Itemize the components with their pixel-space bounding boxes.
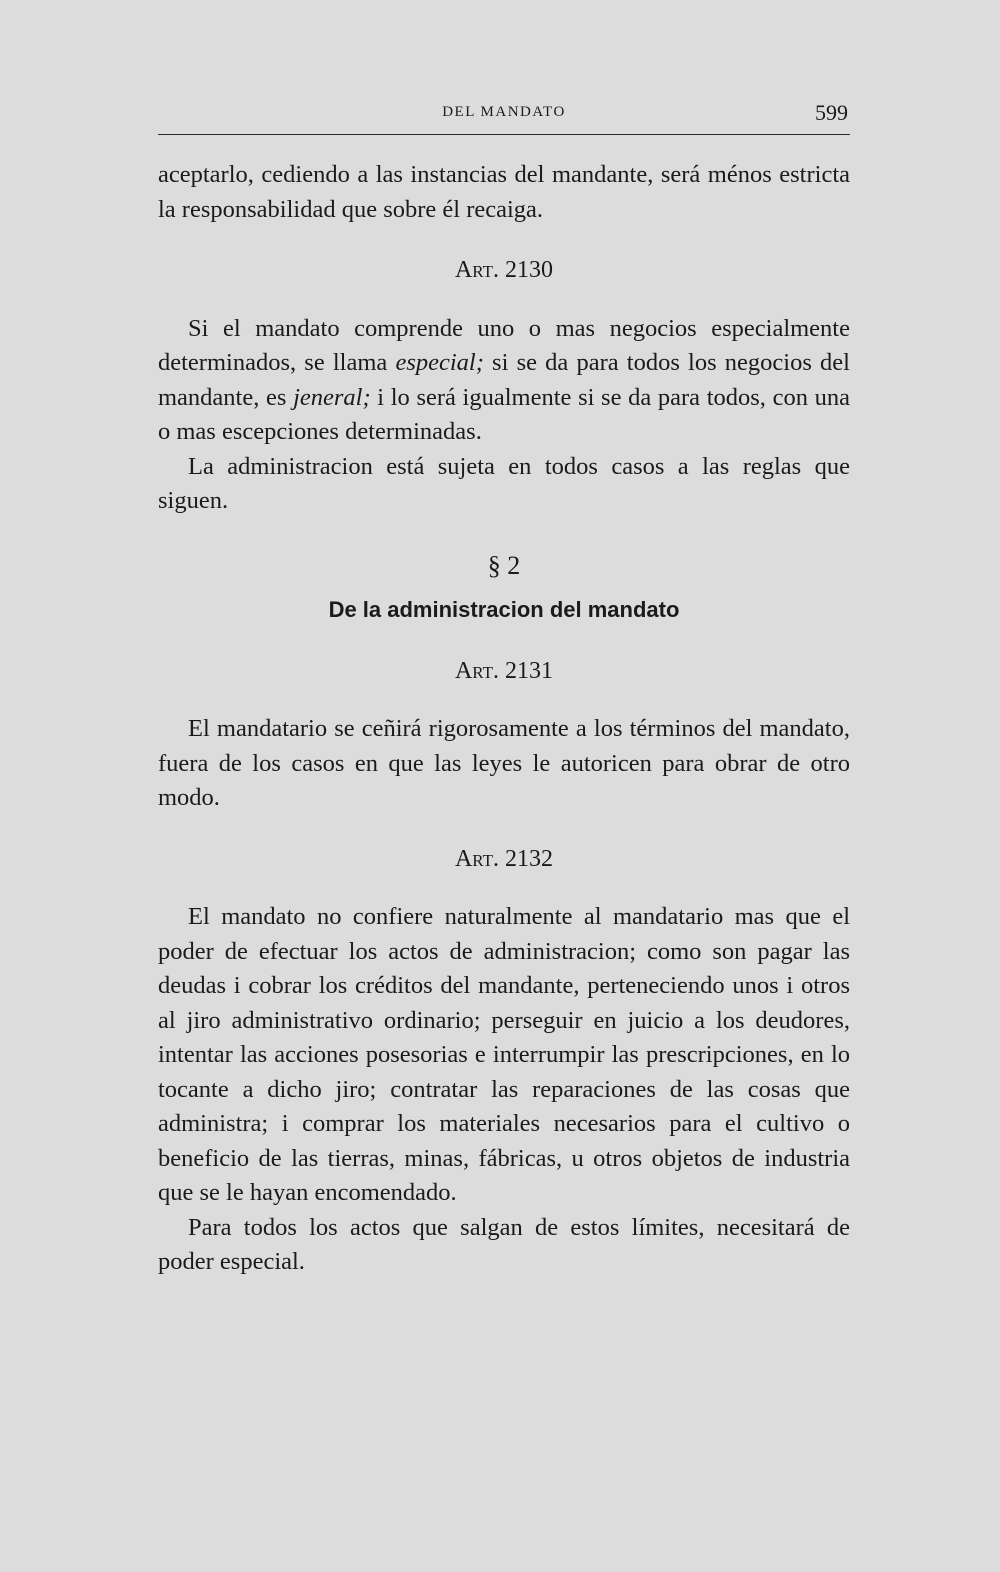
- section-title: De la administracion del mandato: [328, 597, 680, 622]
- italic-term-jeneral: jeneral;: [293, 383, 371, 411]
- text-run: i lo será igualmente si se da para todos, con una o mas escepciones determinadas.: [158, 383, 850, 445]
- article-2130-paragraph: [158, 312, 850, 450]
- running-head: DEL MANDATO: [442, 104, 566, 120]
- page-body: [158, 158, 850, 1280]
- page-number: 599: [815, 100, 848, 125]
- article-number: 2130: [505, 257, 554, 283]
- section-mark: § 2: [487, 550, 521, 580]
- article-number: 2131: [505, 657, 554, 684]
- article-2131-paragraph: El mandatario se ceñirá rigorosamente a los términos del mandato, fuera de los casos en que las leyes le autoricen para obrar de otro modo.: [158, 715, 850, 811]
- article-label: Art.: [454, 845, 500, 872]
- text-run: Si el mandato comprende uno o mas negocios especialmente determinados, se llama: [158, 314, 850, 376]
- article-2132-paragraph-2: Para todos los actos que salgan de estos límites, necesitará de poder especial.: [158, 1213, 850, 1275]
- article-label: Art.: [454, 257, 500, 283]
- italic-term-especial: especial;: [395, 349, 484, 376]
- article-2130-paragraph-2: La administracion está sujeta en todos casos a las reglas que siguen.: [158, 452, 850, 514]
- article-heading-2131: [158, 654, 850, 689]
- paragraph-continuation: aceptarlo, cediendo a las instancias del mandante, será ménos estricta la responsabilidad que sobre él recaiga.: [158, 161, 850, 223]
- article-number: 2132: [505, 845, 554, 872]
- article-2132-paragraph: El mandato no confiere naturalmente al mandatario mas que el poder de efectuar los actos de administracion; como son pagar las deudas i cobrar los créditos del mandante, perteneciendo unos i otros al jiro administrativo ordinario; perseguir en juicio a los deudores, intentar las acciones posesorias e interrumpir las prescripciones, en lo tocante a dicho jiro; contratar las reparaciones de las cosas que administra; i comprar los materiales necesarios para el cultivo o beneficio de las tierras, minas, fábricas, u otros objetos de industria que se le hayan encomendado.: [158, 903, 850, 1206]
- page-header: [158, 100, 850, 135]
- text-run: si se da para todos los negocios del mandante, es: [158, 349, 850, 411]
- article-label: Art.: [454, 657, 500, 684]
- article-heading-2130: [158, 253, 850, 288]
- article-heading-2132: [158, 842, 850, 877]
